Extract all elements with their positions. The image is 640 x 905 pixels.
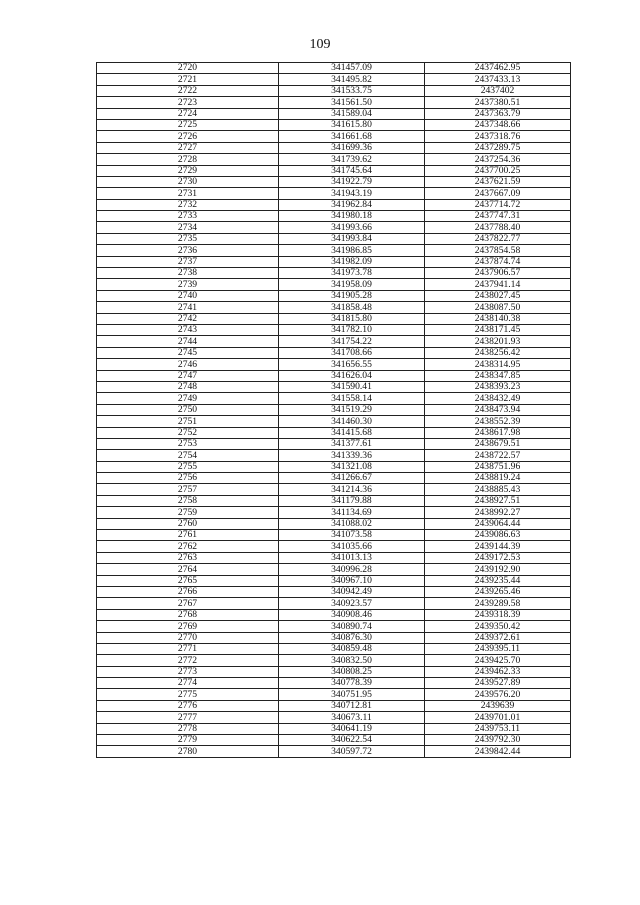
table-row: [97, 632, 571, 643]
table-row: [97, 655, 571, 666]
x-coordinate-cell: 341993.66: [279, 222, 425, 233]
x-coordinate-cell: 341615.80: [279, 119, 425, 130]
x-coordinate-cell: 341339.36: [279, 450, 425, 461]
x-coordinate-cell: 341179.88: [279, 495, 425, 506]
y-coordinate-cell: 2438314.95: [425, 359, 571, 370]
y-coordinate-cell: 2437822.77: [425, 233, 571, 244]
y-coordinate-cell: 2438347.85: [425, 370, 571, 381]
point-number-cell: 2778: [97, 723, 279, 734]
point-number-cell: 2749: [97, 393, 279, 404]
point-number-cell: 2761: [97, 530, 279, 541]
table-row: [97, 233, 571, 244]
table-row: [97, 450, 571, 461]
table-row: [97, 416, 571, 427]
y-coordinate-cell: 2439372.61: [425, 632, 571, 643]
table-row: [97, 359, 571, 370]
x-coordinate-cell: 340890.74: [279, 621, 425, 632]
table-row: [97, 507, 571, 518]
y-coordinate-cell: 2438140.38: [425, 313, 571, 324]
x-coordinate-cell: 341088.02: [279, 518, 425, 529]
x-coordinate-cell: 341986.85: [279, 245, 425, 256]
x-coordinate-cell: 341958.09: [279, 279, 425, 290]
point-number-cell: 2756: [97, 473, 279, 484]
x-coordinate-cell: 340967.10: [279, 575, 425, 586]
table-row: [97, 131, 571, 142]
point-number-cell: 2771: [97, 643, 279, 654]
table-row: [97, 211, 571, 222]
y-coordinate-cell: 2437941.14: [425, 279, 571, 290]
x-coordinate-cell: 340673.11: [279, 712, 425, 723]
y-coordinate-cell: 2437402: [425, 85, 571, 96]
x-coordinate-cell: 341858.48: [279, 302, 425, 313]
y-coordinate-cell: 2437700.25: [425, 165, 571, 176]
x-coordinate-cell: 340622.54: [279, 735, 425, 746]
x-coordinate-cell: 341266.67: [279, 473, 425, 484]
y-coordinate-cell: 2439425.70: [425, 655, 571, 666]
point-number-cell: 2730: [97, 176, 279, 187]
table-row: [97, 302, 571, 313]
table-row: [97, 142, 571, 153]
x-coordinate-cell: 341035.66: [279, 541, 425, 552]
x-coordinate-cell: 341905.28: [279, 290, 425, 301]
point-number-cell: 2769: [97, 621, 279, 632]
y-coordinate-cell: 2438722.57: [425, 450, 571, 461]
y-coordinate-cell: 2439318.39: [425, 609, 571, 620]
point-number-cell: 2754: [97, 450, 279, 461]
y-coordinate-cell: 2438171.45: [425, 324, 571, 335]
x-coordinate-cell: 341460.30: [279, 416, 425, 427]
point-number-cell: 2772: [97, 655, 279, 666]
point-number-cell: 2752: [97, 427, 279, 438]
table-row: [97, 336, 571, 347]
table-row: [97, 222, 571, 233]
point-number-cell: 2728: [97, 154, 279, 165]
y-coordinate-cell: 2438393.23: [425, 381, 571, 392]
x-coordinate-cell: 341377.61: [279, 438, 425, 449]
x-coordinate-cell: 341589.04: [279, 108, 425, 119]
table-row: [97, 609, 571, 620]
table-row: [97, 176, 571, 187]
table-row: [97, 700, 571, 711]
y-coordinate-cell: 2437621.59: [425, 176, 571, 187]
coordinates-table-body: [97, 63, 571, 758]
x-coordinate-cell: 341993.84: [279, 233, 425, 244]
x-coordinate-cell: 341973.78: [279, 268, 425, 279]
y-coordinate-cell: 2438552.39: [425, 416, 571, 427]
table-row: [97, 689, 571, 700]
table-row: [97, 723, 571, 734]
y-coordinate-cell: 2437906.57: [425, 268, 571, 279]
y-coordinate-cell: 2439172.53: [425, 552, 571, 563]
y-coordinate-cell: 2437363.79: [425, 108, 571, 119]
point-number-cell: 2751: [97, 416, 279, 427]
x-coordinate-cell: 341214.36: [279, 484, 425, 495]
x-coordinate-cell: 341745.64: [279, 165, 425, 176]
x-coordinate-cell: 341739.62: [279, 154, 425, 165]
table-row: [97, 245, 571, 256]
y-coordinate-cell: 2438927.51: [425, 495, 571, 506]
y-coordinate-cell: 2439289.58: [425, 598, 571, 609]
table-row: [97, 495, 571, 506]
point-number-cell: 2739: [97, 279, 279, 290]
y-coordinate-cell: 2439639: [425, 700, 571, 711]
table-row: [97, 347, 571, 358]
table-row: [97, 154, 571, 165]
x-coordinate-cell: 340942.49: [279, 586, 425, 597]
y-coordinate-cell: 2437714.72: [425, 199, 571, 210]
point-number-cell: 2777: [97, 712, 279, 723]
x-coordinate-cell: 341415.68: [279, 427, 425, 438]
table-row: [97, 530, 571, 541]
table-row: [97, 404, 571, 415]
x-coordinate-cell: 340908.46: [279, 609, 425, 620]
x-coordinate-cell: 341495.82: [279, 74, 425, 85]
table-row: [97, 484, 571, 495]
y-coordinate-cell: 2438885.43: [425, 484, 571, 495]
y-coordinate-cell: 2439086.63: [425, 530, 571, 541]
y-coordinate-cell: 2439753.11: [425, 723, 571, 734]
x-coordinate-cell: 341013.13: [279, 552, 425, 563]
y-coordinate-cell: 2438473.94: [425, 404, 571, 415]
table-row: [97, 268, 571, 279]
y-coordinate-cell: 2438992.27: [425, 507, 571, 518]
x-coordinate-cell: 341699.36: [279, 142, 425, 153]
x-coordinate-cell: 340808.25: [279, 666, 425, 677]
y-coordinate-cell: 2439701.01: [425, 712, 571, 723]
table-row: [97, 381, 571, 392]
point-number-cell: 2727: [97, 142, 279, 153]
y-coordinate-cell: 2439576.20: [425, 689, 571, 700]
table-row: [97, 712, 571, 723]
y-coordinate-cell: 2437747.31: [425, 211, 571, 222]
table-row: [97, 74, 571, 85]
table-row: [97, 735, 571, 746]
point-number-cell: 2722: [97, 85, 279, 96]
table-row: [97, 324, 571, 335]
x-coordinate-cell: 340751.95: [279, 689, 425, 700]
point-number-cell: 2755: [97, 461, 279, 472]
point-number-cell: 2753: [97, 438, 279, 449]
point-number-cell: 2740: [97, 290, 279, 301]
x-coordinate-cell: 340778.39: [279, 678, 425, 689]
x-coordinate-cell: 341073.58: [279, 530, 425, 541]
point-number-cell: 2760: [97, 518, 279, 529]
x-coordinate-cell: 340597.72: [279, 746, 425, 757]
point-number-cell: 2780: [97, 746, 279, 757]
table-row: [97, 746, 571, 757]
table-row: [97, 621, 571, 632]
point-number-cell: 2767: [97, 598, 279, 609]
y-coordinate-cell: 2437874.74: [425, 256, 571, 267]
y-coordinate-cell: 2439395.11: [425, 643, 571, 654]
x-coordinate-cell: 341590.41: [279, 381, 425, 392]
point-number-cell: 2757: [97, 484, 279, 495]
x-coordinate-cell: 341321.08: [279, 461, 425, 472]
y-coordinate-cell: 2439265.46: [425, 586, 571, 597]
table-row: [97, 279, 571, 290]
x-coordinate-cell: 340832.50: [279, 655, 425, 666]
point-number-cell: 2732: [97, 199, 279, 210]
x-coordinate-cell: 341519.29: [279, 404, 425, 415]
x-coordinate-cell: 341656.55: [279, 359, 425, 370]
x-coordinate-cell: 341962.84: [279, 199, 425, 210]
point-number-cell: 2743: [97, 324, 279, 335]
point-number-cell: 2741: [97, 302, 279, 313]
y-coordinate-cell: 2437380.51: [425, 97, 571, 108]
point-number-cell: 2746: [97, 359, 279, 370]
y-coordinate-cell: 2439842.44: [425, 746, 571, 757]
point-number-cell: 2775: [97, 689, 279, 700]
point-number-cell: 2748: [97, 381, 279, 392]
point-number-cell: 2776: [97, 700, 279, 711]
point-number-cell: 2736: [97, 245, 279, 256]
x-coordinate-cell: 341708.66: [279, 347, 425, 358]
x-coordinate-cell: 341782.10: [279, 324, 425, 335]
y-coordinate-cell: 2439064.44: [425, 518, 571, 529]
table-row: [97, 97, 571, 108]
y-coordinate-cell: 2437318.76: [425, 131, 571, 142]
y-coordinate-cell: 2439792.30: [425, 735, 571, 746]
y-coordinate-cell: 2439462.33: [425, 666, 571, 677]
point-number-cell: 2747: [97, 370, 279, 381]
table-row: [97, 586, 571, 597]
y-coordinate-cell: 2438087.50: [425, 302, 571, 313]
table-row: [97, 564, 571, 575]
point-number-cell: 2731: [97, 188, 279, 199]
point-number-cell: 2723: [97, 97, 279, 108]
x-coordinate-cell: 341558.14: [279, 393, 425, 404]
y-coordinate-cell: 2438432.49: [425, 393, 571, 404]
page-number: 109: [309, 37, 331, 52]
point-number-cell: 2720: [97, 63, 279, 74]
x-coordinate-cell: 340712.81: [279, 700, 425, 711]
table-row: [97, 108, 571, 119]
point-number-cell: 2765: [97, 575, 279, 586]
table-row: [97, 518, 571, 529]
y-coordinate-cell: 2438751.96: [425, 461, 571, 472]
table-row: [97, 290, 571, 301]
x-coordinate-cell: 341922.79: [279, 176, 425, 187]
table-row: [97, 256, 571, 267]
table-row: [97, 85, 571, 96]
x-coordinate-cell: 340859.48: [279, 643, 425, 654]
table-row: [97, 199, 571, 210]
point-number-cell: 2763: [97, 552, 279, 563]
point-number-cell: 2779: [97, 735, 279, 746]
y-coordinate-cell: 2438617.98: [425, 427, 571, 438]
table-row: [97, 643, 571, 654]
y-coordinate-cell: 2437462.95: [425, 63, 571, 74]
table-row: [97, 188, 571, 199]
table-row: [97, 165, 571, 176]
point-number-cell: 2766: [97, 586, 279, 597]
point-number-cell: 2742: [97, 313, 279, 324]
x-coordinate-cell: 340641.19: [279, 723, 425, 734]
y-coordinate-cell: 2437788.40: [425, 222, 571, 233]
table-row: [97, 473, 571, 484]
point-number-cell: 2759: [97, 507, 279, 518]
y-coordinate-cell: 2437289.75: [425, 142, 571, 153]
x-coordinate-cell: 341754.22: [279, 336, 425, 347]
x-coordinate-cell: 341815.80: [279, 313, 425, 324]
point-number-cell: 2735: [97, 233, 279, 244]
y-coordinate-cell: 2438256.42: [425, 347, 571, 358]
table-row: [97, 598, 571, 609]
y-coordinate-cell: 2438679.51: [425, 438, 571, 449]
table-row: [97, 678, 571, 689]
y-coordinate-cell: 2437254.36: [425, 154, 571, 165]
x-coordinate-cell: 340996.28: [279, 564, 425, 575]
point-number-cell: 2773: [97, 666, 279, 677]
y-coordinate-cell: 2438027.45: [425, 290, 571, 301]
table-row: [97, 119, 571, 130]
x-coordinate-cell: 341533.75: [279, 85, 425, 96]
point-number-cell: 2733: [97, 211, 279, 222]
point-number-cell: 2721: [97, 74, 279, 85]
x-coordinate-cell: 341561.50: [279, 97, 425, 108]
y-coordinate-cell: 2439350.42: [425, 621, 571, 632]
y-coordinate-cell: 2437433.13: [425, 74, 571, 85]
point-number-cell: 2734: [97, 222, 279, 233]
x-coordinate-cell: 341980.18: [279, 211, 425, 222]
x-coordinate-cell: 341982.09: [279, 256, 425, 267]
point-number-cell: 2750: [97, 404, 279, 415]
table-row: [97, 552, 571, 563]
table-row: [97, 427, 571, 438]
table-row: [97, 438, 571, 449]
table-row: [97, 63, 571, 74]
table-row: [97, 393, 571, 404]
x-coordinate-cell: 341457.09: [279, 63, 425, 74]
table-row: [97, 541, 571, 552]
y-coordinate-cell: 2437667.09: [425, 188, 571, 199]
point-number-cell: 2768: [97, 609, 279, 620]
point-number-cell: 2762: [97, 541, 279, 552]
table-row: [97, 370, 571, 381]
y-coordinate-cell: 2437348.66: [425, 119, 571, 130]
x-coordinate-cell: 341626.04: [279, 370, 425, 381]
y-coordinate-cell: 2439235.44: [425, 575, 571, 586]
point-number-cell: 2729: [97, 165, 279, 176]
coordinates-table: [96, 62, 571, 758]
y-coordinate-cell: 2437854.58: [425, 245, 571, 256]
y-coordinate-cell: 2439527.89: [425, 678, 571, 689]
table-row: [97, 461, 571, 472]
point-number-cell: 2738: [97, 268, 279, 279]
y-coordinate-cell: 2438201.93: [425, 336, 571, 347]
y-coordinate-cell: 2439192.90: [425, 564, 571, 575]
point-number-cell: 2764: [97, 564, 279, 575]
x-coordinate-cell: 341943.19: [279, 188, 425, 199]
point-number-cell: 2770: [97, 632, 279, 643]
table-row: [97, 313, 571, 324]
point-number-cell: 2725: [97, 119, 279, 130]
point-number-cell: 2744: [97, 336, 279, 347]
x-coordinate-cell: 340923.57: [279, 598, 425, 609]
point-number-cell: 2737: [97, 256, 279, 267]
table-row: [97, 666, 571, 677]
y-coordinate-cell: 2439144.39: [425, 541, 571, 552]
y-coordinate-cell: 2438819.24: [425, 473, 571, 484]
point-number-cell: 2758: [97, 495, 279, 506]
x-coordinate-cell: 341134.69: [279, 507, 425, 518]
point-number-cell: 2745: [97, 347, 279, 358]
x-coordinate-cell: 340876.30: [279, 632, 425, 643]
point-number-cell: 2724: [97, 108, 279, 119]
point-number-cell: 2774: [97, 678, 279, 689]
point-number-cell: 2726: [97, 131, 279, 142]
x-coordinate-cell: 341661.68: [279, 131, 425, 142]
table-row: [97, 575, 571, 586]
